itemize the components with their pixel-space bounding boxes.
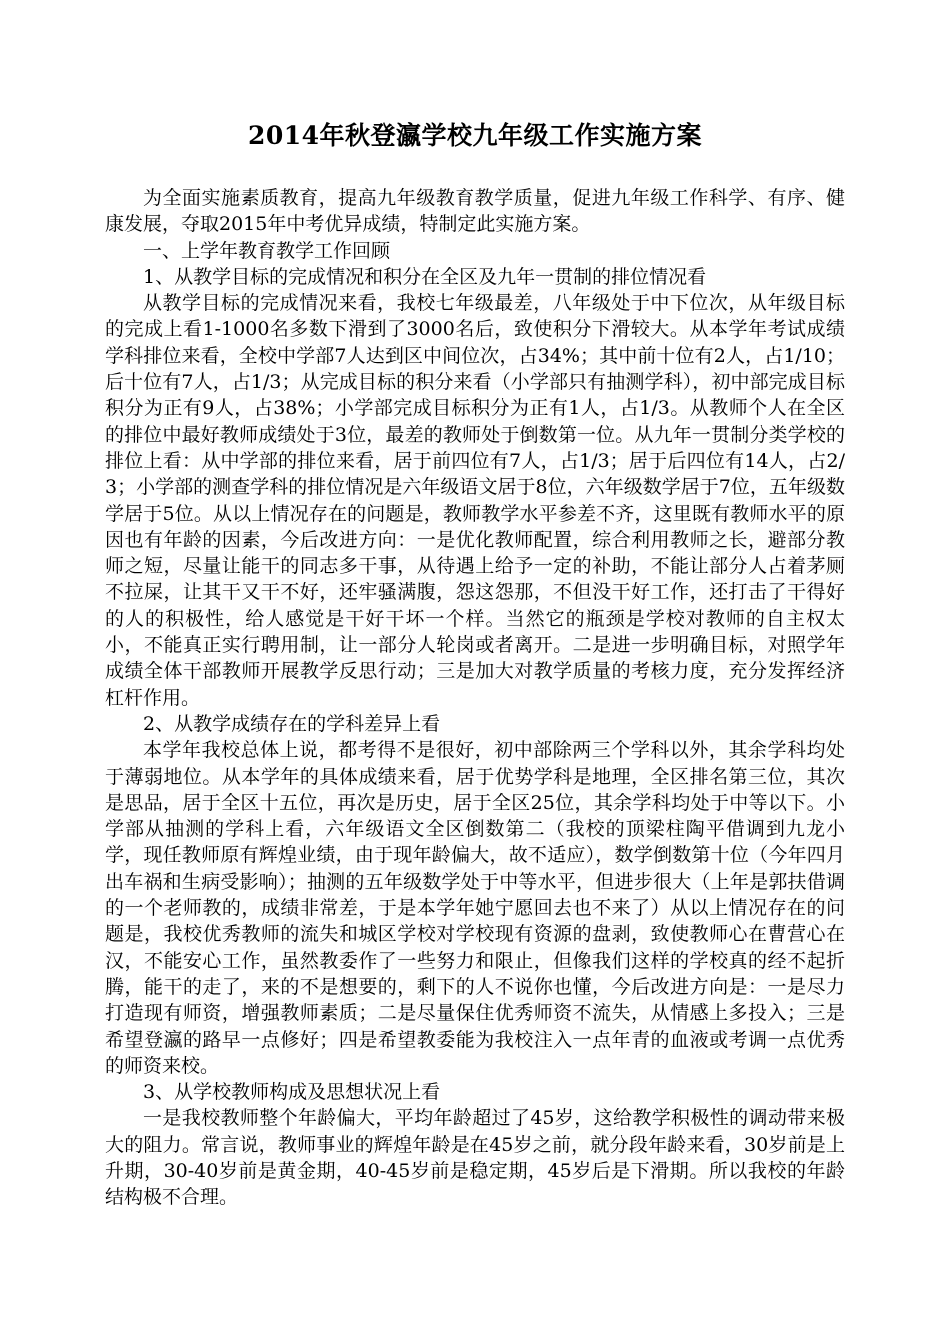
intro-paragraph: 为全面实施素质教育，提高九年级教育教学质量，促进九年级工作科学、有序、健康发展，夺取2015年中考优异成绩，特制定此实施方案。 (105, 187, 845, 236)
paragraph-teacher-composition: 一是我校教师整个年龄偏大，平均年龄超过了45岁，这给教学积极性的调动带来极大的阻力。常言说，教师事业的辉煌年龄是在45岁之前，就分段年龄来看，30岁前是上升期，30-40岁前是黄金期，40-45岁前是稳定期，45岁后是下滑期。所以我校的年龄结构极不合理。 (105, 1107, 845, 1209)
subheading-teacher-composition: 3、从学校教师构成及思想状况上看 (143, 1081, 441, 1104)
paragraph-subject-differences: 本学年我校总体上说，都考得不是很好，初中部除两三个学科以外，其余学科均处于薄弱地位。从本学年的具体成绩来看，居于优势学科是地理，全区排名第三位，其次是思品，居于全区十五位，再次是历史，居于全区25位，其余学科均处于中等以下。小学部从抽测的学科上看，六年级语文全区倒数第二（我校的顶梁柱陶平借调到九龙小学，现任教师原有辉煌业绩，由于现年龄偏大，故不适应），数学倒数第十位（今年四月出车祸和生病受影响）；抽测的五年级数学处于中等水平，但进步很大（上年是郭扶借调的一个老师教的，成绩非常差，于是本学年她宁愿回去也不来了）从以上情况存在的问题是，我校优秀教师的流失和城区学校对学校现有资源的盘剥，致使教师心在曹营心在汉，不能安心工作，虽然教委作了一些努力和限止，但像我们这样的学校真的经不起折腾，能干的走了，来的不是想要的，剩下的人不说你也懂，今后改进方向是：一是尽力打造现有师资，增强教师素质；二是尽量保住优秀师资不流失，从情感上多投入；三是希望登瀛的路早一点修好；四是希望教委能为我校注入一点年青的血液或考调一点优秀的师资来校。 (105, 739, 845, 1077)
subheading-targets-ranking: 1、从教学目标的完成情况和积分在全区及九年一贯制的排位情况看 (143, 265, 707, 288)
document-body (105, 185, 845, 1211)
subheading-subject-differences: 2、从教学成绩存在的学科差异上看 (143, 712, 441, 735)
section-heading-review: 一、上学年教育教学工作回顾 (143, 239, 391, 262)
paragraph-targets-ranking: 从教学目标的完成情况来看，我校七年级最差，八年级处于中下位次，从年级目标的完成上看1-1000名多数下滑到了3000名后，致使积分下滑较大。从本学年考试成绩学科排位来看，全校中学部7人达到区中间位次，占34%；其中前十位有2人，占1/10；后十位有7人，占1/3；从完成目标的积分来看（小学部只有抽测学科），初中部完成目标积分为正有9人，占38%；小学部完成目标积分为正有1人，占1/3。从教师个人在全区的排位中最好教师成绩处于3位，最差的教师处于倒数第一位。从九年一贯制分类学校的排位上看：从中学部的排位来看，居于前四位有7人，占1/3；居于后四位有14人，占2/3；小学部的测查学科的排位情况是六年级语文居于8位，六年级数学居于7位，五年级数学居于5位。从以上情况存在的问题是，教师教学水平参差不齐，这里既有教师水平的原因也有年龄的因素，今后改进方向：一是优化教师配置，综合利用教师之长，避部分教师之短，尽量让能干的同志多干事，从待遇上给予一定的补助，不能让部分人占着茅厕不拉屎，让其干又干不好，还牢骚满腹，怨这怨那，不但没干好工作，还打击了干得好的人的积极性，给人感觉是干好干坏一个样。当然它的瓶颈是学校对教师的自主权太小，不能真正实行聘用制，让一部分人轮岗或者离开。二是进一步明确目标，对照学年成绩全体干部教师开展教学反思行动；三是加大对教学质量的考核力度，充分发挥经济杠杆作用。 (105, 292, 845, 709)
document-title: 2014年秋登瀛学校九年级工作实施方案 (247, 121, 703, 150)
